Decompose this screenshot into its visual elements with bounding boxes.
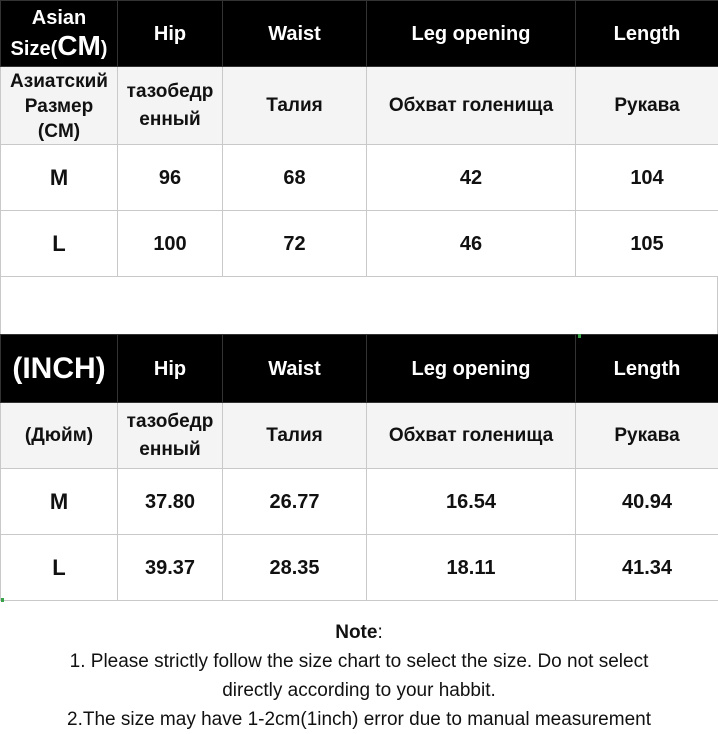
cell-waist: 68 [223, 145, 367, 211]
subheader-waist: Талия [223, 67, 367, 145]
note-title-line [0, 618, 718, 647]
header-leg-opening: Leg opening [367, 1, 576, 67]
subheader-leg-opening: Обхват голенища [367, 67, 576, 145]
subheader-leg-opening: Обхват голенища [367, 403, 576, 469]
size-table-inch [0, 334, 718, 601]
cell-size: L [1, 535, 118, 601]
subheader-hip [118, 403, 223, 469]
header-length: Length [576, 1, 718, 67]
table-row [1, 535, 718, 601]
cell-size: M [1, 469, 118, 535]
subheader-size-cell: (Дюйм) [1, 403, 118, 469]
header-waist: Waist [223, 335, 367, 403]
table-subheader-row [1, 403, 718, 469]
header-size-suffix: ) [101, 38, 108, 60]
table-row [1, 211, 718, 277]
header-length: Length [576, 335, 718, 403]
subheader-hip-line2: енный [118, 106, 222, 134]
cell-waist: 72 [223, 211, 367, 277]
subheader-hip-line1: тазобедр [118, 408, 222, 436]
header-hip: Hip [118, 335, 223, 403]
header-size-cell: (INCH) [1, 335, 118, 403]
cell-size: M [1, 145, 118, 211]
cell-leg-opening: 16.54 [367, 469, 576, 535]
subheader-hip [118, 67, 223, 145]
subheader-length: Рукава [576, 403, 718, 469]
cell-leg-opening: 42 [367, 145, 576, 211]
cell-length: 41.34 [576, 535, 718, 601]
table-row [1, 145, 718, 211]
cell-length: 104 [576, 145, 718, 211]
header-size-unit: CM [57, 30, 101, 61]
note-line-3: 2.The size may have 1-2cm(1inch) error due to manual measurement [0, 705, 718, 734]
table-row [1, 469, 718, 535]
cell-length: 105 [576, 211, 718, 277]
cell-hip: 100 [118, 211, 223, 277]
cell-marker [1, 598, 4, 602]
cell-hip: 37.80 [118, 469, 223, 535]
subheader-hip-line2: енный [118, 436, 222, 464]
size-table-cm [0, 0, 718, 277]
subheader-length: Рукава [576, 67, 718, 145]
table-subheader-row [1, 67, 718, 145]
subheader-waist: Талия [223, 403, 367, 469]
subheader-hip-line1: тазобедр [118, 78, 222, 106]
header-size-line2 [1, 32, 117, 63]
table-header-row [1, 335, 718, 403]
cell-leg-opening: 18.11 [367, 535, 576, 601]
subheader-size-line1: Азиатский [1, 69, 117, 94]
subheader-size-line3: (CM) [1, 119, 117, 144]
cell-marker [578, 334, 581, 338]
cell-waist: 28.35 [223, 535, 367, 601]
header-hip: Hip [118, 1, 223, 67]
cell-size: L [1, 211, 118, 277]
header-waist: Waist [223, 1, 367, 67]
header-leg-opening: Leg opening [367, 335, 576, 403]
header-size-cell [1, 1, 118, 67]
note-title: Note [335, 622, 377, 643]
cell-leg-opening: 46 [367, 211, 576, 277]
cell-hip: 39.37 [118, 535, 223, 601]
cell-hip: 96 [118, 145, 223, 211]
table-header-row [1, 1, 718, 67]
header-size-line1: Asian [1, 4, 117, 32]
header-size-prefix: Size( [11, 38, 58, 60]
subheader-size-line2: Размер [1, 94, 117, 119]
note-section [0, 618, 718, 734]
subheader-size-cell [1, 67, 118, 145]
table-gap [0, 276, 718, 334]
cell-waist: 26.77 [223, 469, 367, 535]
cell-length: 40.94 [576, 469, 718, 535]
note-line-1: 1. Please strictly follow the size chart to select the size. Do not select [0, 647, 718, 676]
note-colon: : [377, 622, 382, 643]
note-line-2: directly according to your habbit. [0, 676, 718, 705]
